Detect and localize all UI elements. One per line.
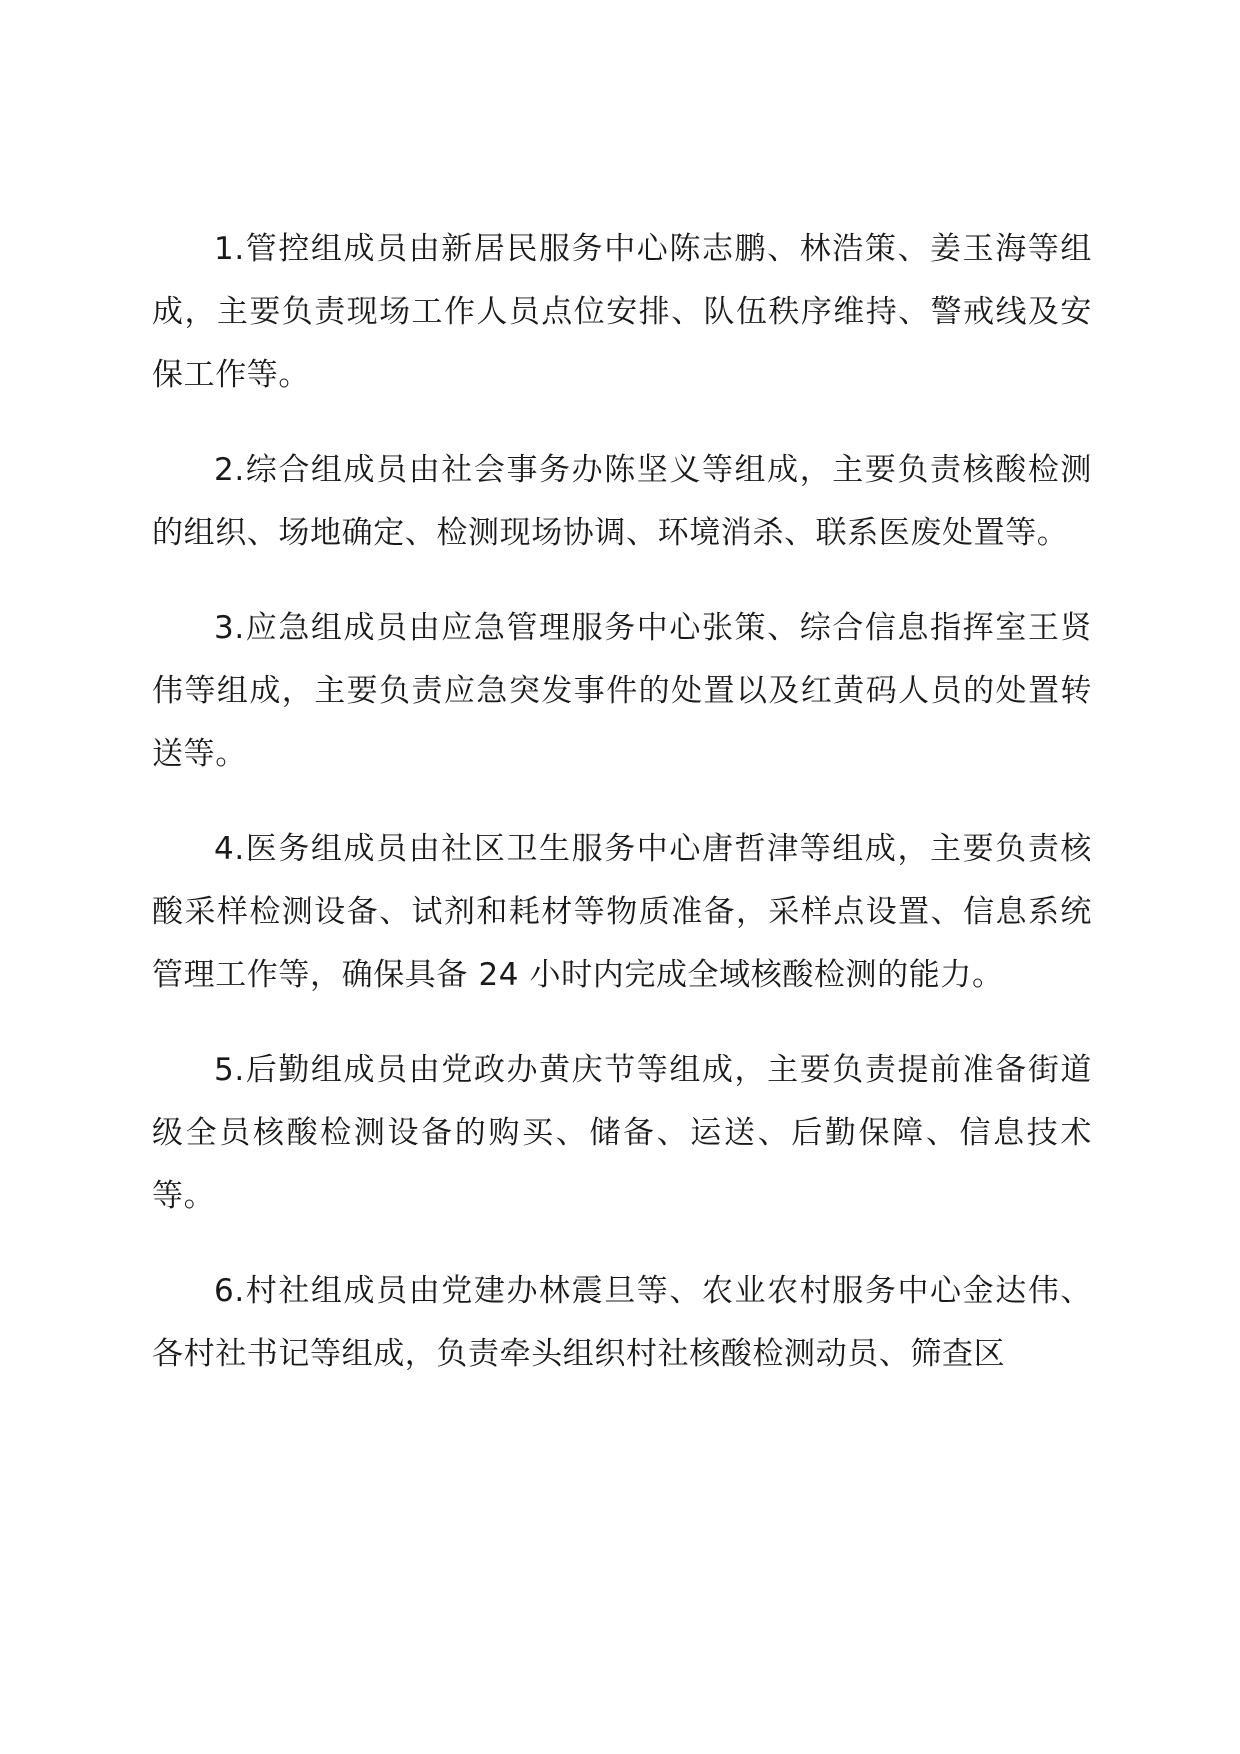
document-body — [152, 218, 1092, 1418]
paragraph-general-group: 2.综合组成员由社会事务办陈坚义等组成，主要负责核酸检测的组织、场地确定、检测现场协调、环境消杀、联系医废处置等。 — [152, 452, 1092, 551]
paragraph-medical-group: 4.医务组成员由社区卫生服务中心唐哲津等组成，主要负责核酸采样检测设备、试剂和耗材等物质准备，采样点设置、信息系统管理工作等，确保具备 24 小时内完成全域核酸检测的能力。 — [152, 831, 1092, 993]
paragraph-logistics-group: 5.后勤组成员由党政办黄庆节等组成，主要负责提前准备街道级全员核酸检测设备的购买、储备、运送、后勤保障、信息技术等。 — [152, 1052, 1092, 1214]
paragraph-emergency-group: 3.应急组成员由应急管理服务中心张策、综合信息指挥室王贤伟等组成，主要负责应急突发事件的处置以及红黄码人员的处置转送等。 — [152, 610, 1092, 772]
paragraph-village-group: 6.村社组成员由党建办林震旦等、农业农村服务中心金达伟、各村社书记等组成，负责牵头组织村社核酸检测动员、筛查区 — [152, 1273, 1092, 1372]
paragraph-control-group: 1.管控组成员由新居民服务中心陈志鹏、林浩策、姜玉海等组成，主要负责现场工作人员点位安排、队伍秩序维持、警戒线及安保工作等。 — [152, 231, 1092, 393]
